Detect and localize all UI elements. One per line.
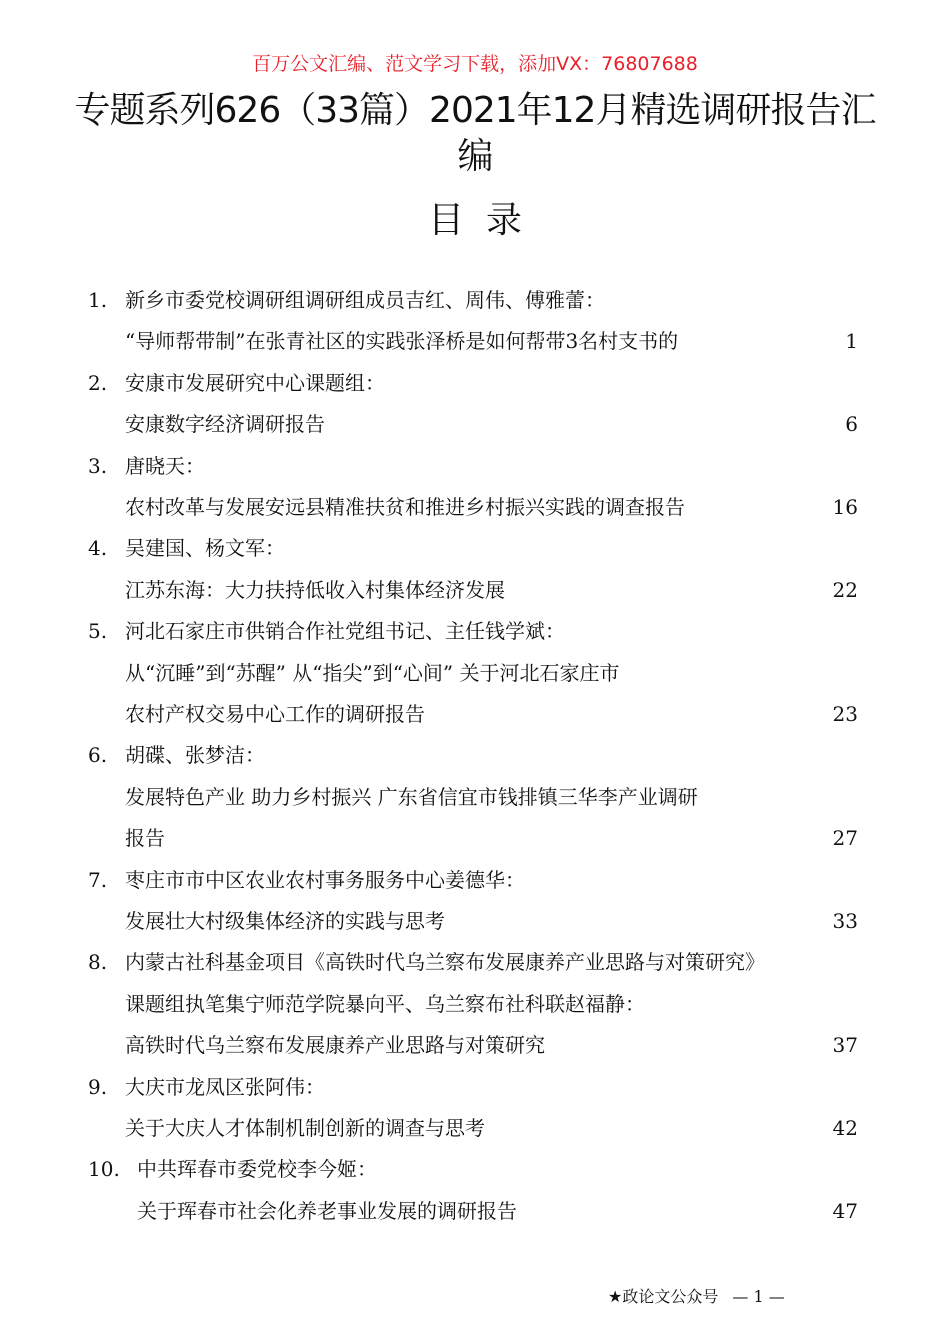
toc-entry-number: 3. xyxy=(88,453,108,478)
toc-entry-line[interactable] xyxy=(0,1030,950,1060)
toc-entry-author: 中共珲春市委党校李今姬： xyxy=(137,1157,377,1182)
toc-entry-author: 吴建国、杨文军： xyxy=(125,536,285,561)
page-footer xyxy=(608,1284,785,1307)
toc-entry-title: 农村改革与发展安远县精准扶贫和推进乡村振兴实践的调查报告 xyxy=(125,495,685,519)
toc-entry-author: 枣庄市市中区农业农村事务服务中心姜德华： xyxy=(125,867,525,892)
toc-heading: 目录 xyxy=(427,200,544,241)
toc-entry-line[interactable] xyxy=(0,1154,950,1184)
toc-entry-line[interactable] xyxy=(0,409,950,439)
toc-entry-author: 大庆市龙凤区张阿伟： xyxy=(125,1074,325,1099)
toc-entry-line[interactable] xyxy=(0,616,950,646)
footer-page-number: — 1 — xyxy=(732,1287,785,1306)
toc-entry-title: 课题组执笔集宁师范学院暴向平、乌兰察布社科联赵福静： xyxy=(125,991,645,1016)
toc-entry-author: 河北石家庄市供销合作社党组书记、主任钱学斌： xyxy=(125,619,565,644)
toc-entry-line[interactable] xyxy=(0,658,950,688)
toc-entry-page: 33 xyxy=(832,909,858,933)
toc-entry-line[interactable] xyxy=(0,865,950,895)
footer-label: ★政论文公众号 xyxy=(608,1287,719,1306)
toc-entry-author: 内蒙古社科基金项目《高铁时代乌兰察布发展康养产业思路与对策研究》 xyxy=(125,950,765,975)
document-title: 专题系列626（33篇）2021年12月精选调研报告汇编 xyxy=(74,90,876,177)
toc-entry-line[interactable] xyxy=(0,368,950,398)
toc-entry-line[interactable] xyxy=(0,782,950,812)
toc-entry-author: 安康市发展研究中心课题组： xyxy=(125,370,385,395)
toc-entry-line[interactable] xyxy=(0,1072,950,1102)
toc-entry-line[interactable] xyxy=(0,451,950,481)
toc-entry-page: 1 xyxy=(845,329,858,354)
toc-entry-number: 10. xyxy=(88,1157,120,1182)
toc-entry-line[interactable] xyxy=(0,533,950,563)
toc-entry-page: 37 xyxy=(832,1033,858,1058)
toc-entry-line[interactable] xyxy=(0,1113,950,1143)
toc-entry-page: 42 xyxy=(832,1116,858,1140)
toc-entry-line[interactable] xyxy=(0,740,950,770)
toc-entry-title: 江苏东海：大力扶持低收入村集体经济发展 xyxy=(125,577,505,602)
toc-entry-number: 7. xyxy=(88,867,108,892)
toc-entry-number: 8. xyxy=(88,950,108,975)
toc-entry-page: 27 xyxy=(832,826,858,851)
toc-entry-line[interactable] xyxy=(0,989,950,1019)
toc-entry-line[interactable] xyxy=(0,947,950,977)
toc-entry-author: 胡碟、张梦洁： xyxy=(125,743,265,768)
toc-entry-number: 5. xyxy=(88,619,108,644)
toc-entry-line[interactable] xyxy=(0,492,950,522)
toc-entry-title: 报告 xyxy=(125,826,165,851)
toc-entry-line[interactable] xyxy=(0,699,950,729)
toc-entry-title: 关于大庆人才体制机制创新的调查与思考 xyxy=(125,1116,485,1140)
toc-entry-title: 关于珲春市社会化养老事业发展的调研报告 xyxy=(137,1198,517,1223)
toc-entry-line[interactable] xyxy=(0,575,950,605)
toc-entry-page: 47 xyxy=(832,1198,858,1223)
toc-entry-page: 16 xyxy=(832,495,858,519)
toc-entry-line[interactable] xyxy=(0,326,950,356)
toc-entry-line[interactable] xyxy=(0,1196,950,1226)
toc-entry-title: 农村产权交易中心工作的调研报告 xyxy=(125,702,425,726)
toc-entry-number: 1. xyxy=(88,288,108,312)
toc-entry-number: 9. xyxy=(88,1074,108,1099)
toc-entry-title: 安康数字经济调研报告 xyxy=(125,412,325,437)
toc-entry-page: 6 xyxy=(845,412,858,437)
toc-entry-title: “导师帮带制”在张青社区的实践张泽桥是如何帮带3名村支书的 xyxy=(125,329,679,354)
toc-entry-line[interactable] xyxy=(0,906,950,936)
toc-entry-line[interactable] xyxy=(0,823,950,853)
toc-entry-number: 6. xyxy=(88,743,108,768)
toc-entry-page: 22 xyxy=(832,577,858,602)
toc-entry-number: 2. xyxy=(88,370,108,395)
toc-entry-author: 唐晓天： xyxy=(125,453,205,478)
download-banner: 百万公文汇编、范文学习下载，添加VX：76807688 xyxy=(252,53,698,75)
toc-entry-title: 高铁时代乌兰察布发展康养产业思路与对策研究 xyxy=(125,1033,545,1058)
toc-entry-line[interactable] xyxy=(0,285,950,315)
toc-entry-author: 新乡市委党校调研组调研组成员吉红、周伟、傅雅蕾： xyxy=(125,288,605,312)
toc-entry-title: 发展特色产业 助力乡村振兴 广东省信宜市钱排镇三华李产业调研 xyxy=(125,784,698,809)
toc-entry-page: 23 xyxy=(832,702,858,726)
toc-entry-number: 4. xyxy=(88,536,108,561)
toc-entry-title: 发展壮大村级集体经济的实践与思考 xyxy=(125,909,445,933)
toc-entry-title: 从“沉睡”到“苏醒” 从“指尖”到“心间” 关于河北石家庄市 xyxy=(125,660,620,685)
